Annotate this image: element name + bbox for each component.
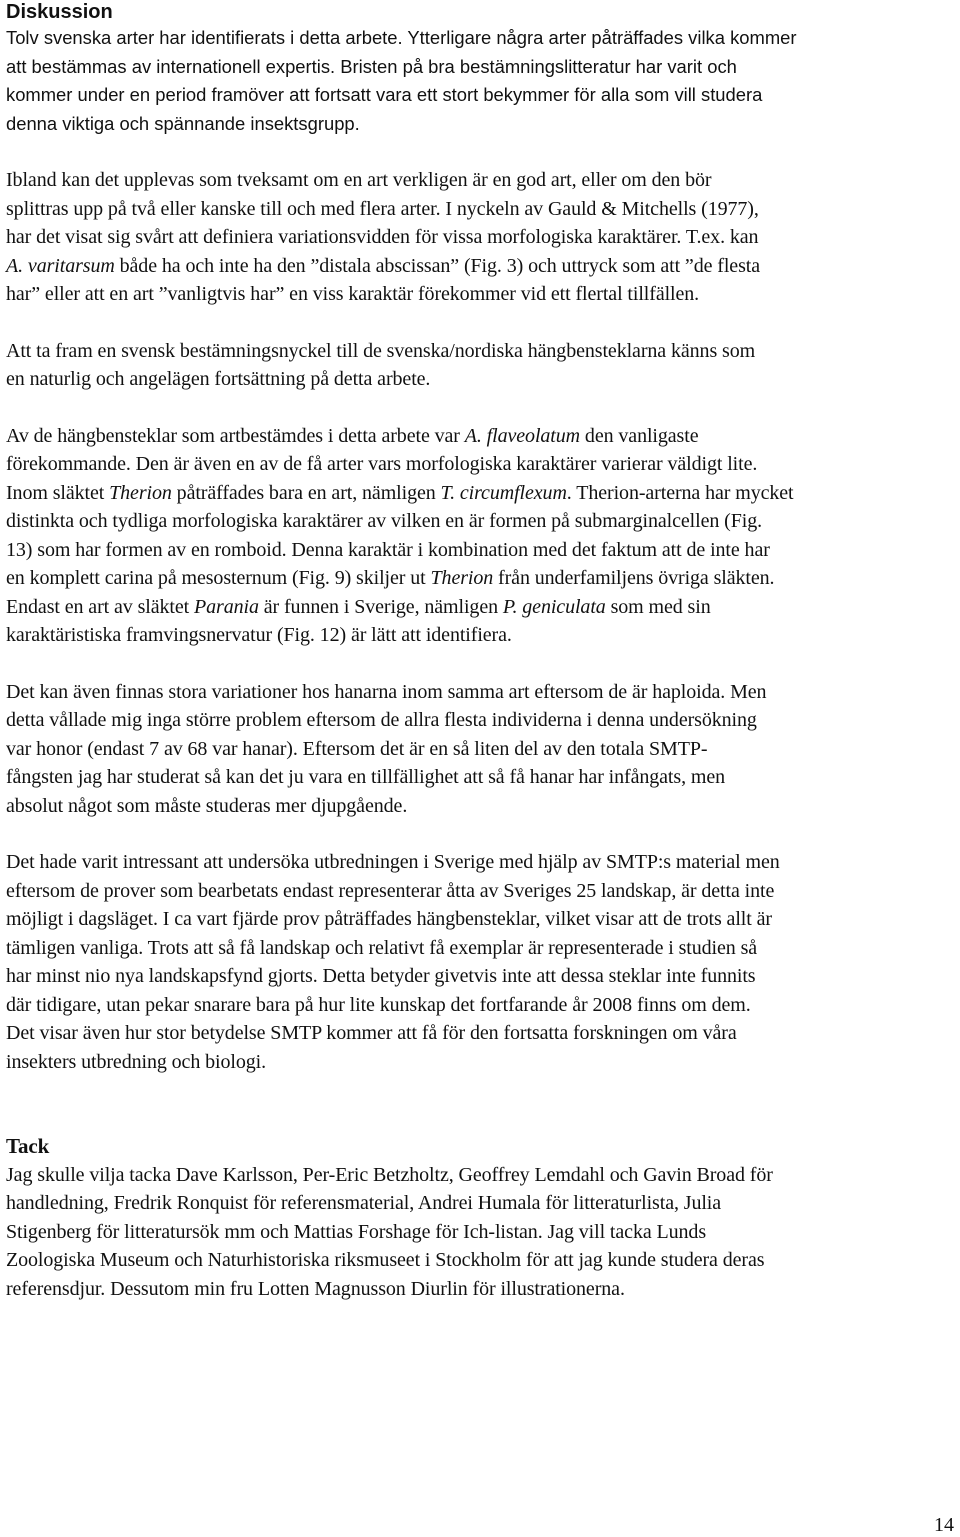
text-line: referensdjur. Dessutom min fru Lotten Magnusson Diurlin för illustrationerna. [6,1277,625,1300]
text-segment: Inom släktet [6,481,110,504]
text-line: Tolv svenska arter har identifierats i detta arbete. Ytterligare några arter påträffades vilka kommer [6,27,797,48]
paragraph-intro [6,24,956,138]
paragraph-key [6,337,956,394]
text-line: en naturlig och angelägen fortsättning på detta arbete. [6,368,431,390]
acknowledgements-section [6,1132,956,1303]
text-line: distinkta och tydliga morfologiska karaktärer av vilken en är formen på submarginalcellen (Fig. [6,510,763,532]
text-segment: som med sin [605,595,711,618]
text-line: kommer under en period framöver att fortsatt vara ett stort bekymmer för alla som vill studera [6,84,763,105]
text-segment: från underfamiljens övriga släkten. [493,567,775,589]
text-segment: både ha och inte ha den ”distala abscissan” (Fig. 3) och uttryck som att ”de flesta [114,254,760,277]
text-segment: Av de hängbensteklar som artbestämdes i detta arbete var [6,424,465,447]
text-segment: är funnen i Sverige, nämligen [258,595,503,618]
text-line: att bestämmas av internationell expertis. Bristen på bra bestämningslitteratur har varit och [6,55,737,77]
text-line [6,593,956,622]
species-name: A. flaveolatum [464,424,581,447]
text-line: Stigenberg för litteratursök mm och Mattias Forshage för Ich-listan. Jag vill tacka Lunds [6,1220,707,1243]
text-segment: den vanligaste [580,424,699,447]
paragraph-distribution [6,848,956,1076]
text-line: var honor (endast 7 av 68 var hanar). Eftersom det är en så liten del av den totala SMTP- [6,737,708,760]
text-line: Det hade varit intressant att undersöka utbredningen i Sverige med hjälp av SMTP:s material men [6,851,780,873]
text-line: har minst nio nya landskapsfynd gjorts. Detta betyder givetvis inte att dessa steklar inte funnits [6,965,756,987]
genus-name: Parania [194,595,259,618]
paragraph-spacer [6,138,956,166]
text-segment: Endast en art av släktet [6,595,194,618]
text-line [6,422,956,451]
text-segment: en komplett carina på mesosternum (Fig. 9) skiljer ut [6,567,431,589]
page-number: 14 [934,1514,954,1536]
text-line: Att ta fram en svensk bestämningsnyckel till de svenska/nordiska hängbensteklarna känns som [6,339,756,362]
text-line: eftersom de prover som bearbetats endast representerar åtta av Sveriges 25 landskap, är detta inte [6,879,775,902]
genus-abbrev: A. [6,254,28,277]
text-line: möjligt i dagsläget. I ca vart fjärde prov påträffades hängbensteklar, vilket visar att de trots allt är [6,908,772,930]
text-line: där tidigare, utan pekar snarare bara på hur lite kunskap det fortfarande år 2008 finns om dem. [6,993,751,1016]
text-line: insekters utbredning och biologi. [6,1050,266,1073]
genus-name: Therion [430,567,494,589]
paragraph-males [6,678,956,821]
text-segment: påträffades bara en art, nämligen [171,481,441,504]
text-line: Det kan även finnas stora variationer hos hanarna inom samma art eftersom de är haploida. Men [6,680,767,703]
text-segment: . Therion-arterna har mycket [566,481,794,504]
species-name: P. geniculata [502,595,606,618]
paragraph-spacer [6,309,956,337]
text-line: handledning, Fredrik Ronquist för referensmaterial, Andrei Humala för litteraturlista, Julia [6,1192,722,1214]
text-line: denna viktiga och spännande insektsgrupp. [6,112,360,134]
text-line [6,252,956,281]
text-line: absolut något som måste studeras mer djupgående. [6,794,408,817]
section-spacer [6,1076,956,1132]
text-line: karaktäristiska framvingsnervatur (Fig. 12) är lätt att identifiera. [6,624,512,646]
text-line: förekommande. Den är även en av de få arter vars morfologiska karaktärer varierar väldigt lite. [6,453,758,475]
text-line: Ibland kan det upplevas som tveksamt om en art verkligen är en god art, eller om den bör [6,169,712,191]
text-line: Jag skulle vilja tacka Dave Karlsson, Per-Eric Betzholtz, Geoffrey Lemdahl och Gavin Broad för [6,1163,773,1186]
text-line [6,564,956,593]
text-line [6,479,956,508]
text-line: Zoologiska Museum och Naturhistoriska riksmuseet i Stockholm för att jag kunde studera deras [6,1249,765,1271]
text-line: fångsten jag har studerat så kan det ju vara en tillfällighet att så få hanar har infångats, men [6,766,726,788]
paragraph-species-variation [6,166,956,309]
discussion-section [6,0,956,1076]
text-line: splittras upp på två eller kanske till och med flera arter. I nyckeln av Gauld & Mitchells (1977), [6,197,759,220]
text-line: Det visar även hur stor betydelse SMTP kommer att få för den fortsatta forskningen om våra [6,1022,737,1044]
paragraph-acknowledgements [6,1161,956,1304]
document-page [6,0,956,1303]
paragraph-spacer [6,650,956,678]
text-line: detta vållade mig inga större problem eftersom de allra flesta individerna i denna undersökning [6,709,757,731]
species-name: T. circumflexum [440,481,567,504]
genus-name: Therion [109,481,172,504]
paragraph-spacer [6,820,956,848]
text-line: har det visat sig svårt att definiera variationsvidden för vissa morfologiska karaktärer. T.ex. kan [6,226,759,248]
acknowledgements-heading: Tack [6,1134,50,1158]
text-line: tämligen vanliga. Trots att så få landskap och relativt få exemplar är representerade i studien så [6,936,758,959]
species-name: varitarsum [27,254,115,277]
paragraph-spacer [6,394,956,422]
text-line: 13) som har formen av en romboid. Denna karaktär i kombination med det faktum att de inte har [6,538,770,561]
paragraph-species-found [6,422,956,650]
discussion-heading: Diskussion [6,1,113,23]
text-line: har” eller att en art ”vanligtvis har” en viss karaktär förekommer vid ett flertal tillfällen. [6,283,700,305]
